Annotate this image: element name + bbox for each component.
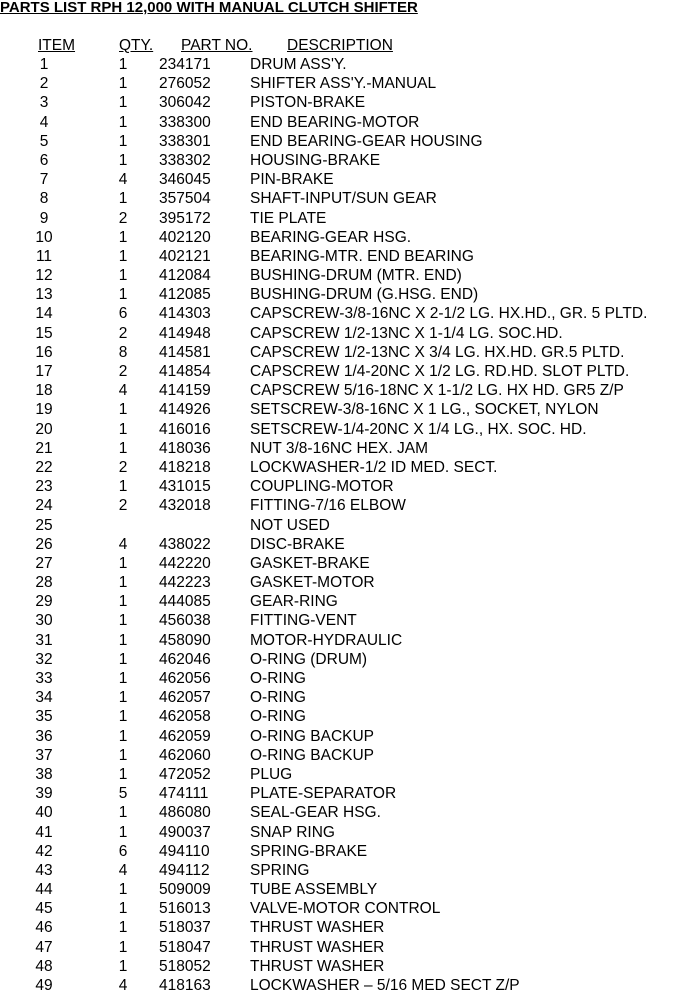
- cell-item: 20: [35, 420, 53, 438]
- cell-item: 34: [35, 689, 53, 707]
- cell-item: 6: [39, 151, 49, 169]
- cell-item: 7: [39, 171, 49, 189]
- cell-part-no: 518037: [159, 919, 211, 937]
- cell-description: END BEARING-MOTOR: [250, 113, 420, 131]
- cell-description: PLUG: [250, 765, 293, 783]
- cell-description: BUSHING-DRUM (G.HSG. END): [250, 286, 479, 304]
- cell-item: 47: [35, 938, 53, 956]
- cell-item: 29: [35, 593, 53, 611]
- cell-part-no: 458090: [159, 631, 211, 649]
- table-row: [0, 957, 678, 976]
- cell-description: CAPSCREW 1/2-13NC X 3/4 LG. HX.HD. GR.5 PLTD.: [250, 343, 625, 361]
- cell-part-no: 518047: [159, 938, 211, 956]
- cell-item: 43: [35, 861, 53, 879]
- cell-item: 36: [35, 727, 53, 745]
- table-row: [0, 823, 678, 842]
- cell-part-no: 490037: [159, 823, 211, 841]
- cell-qty: 6: [118, 305, 128, 323]
- table-row: [0, 880, 678, 899]
- table-row: [0, 132, 678, 151]
- cell-qty: 1: [118, 478, 128, 496]
- cell-description: LOCKWASHER – 5/16 MED SECT Z/P: [250, 977, 520, 994]
- cell-qty: 1: [118, 765, 128, 783]
- parts-table-body: [0, 55, 678, 995]
- table-row: [0, 209, 678, 228]
- cell-qty: 1: [118, 823, 128, 841]
- cell-part-no: 438022: [159, 535, 211, 553]
- table-row: [0, 784, 678, 803]
- cell-description: O-RING: [250, 689, 306, 707]
- cell-item: 40: [35, 804, 53, 822]
- cell-part-no: 462057: [159, 689, 211, 707]
- cell-description: O-RING BACKUP: [250, 727, 375, 745]
- cell-qty: 1: [118, 650, 128, 668]
- cell-item: 21: [35, 439, 53, 457]
- cell-item: 4: [39, 113, 49, 131]
- cell-description: O-RING (DRUM): [250, 650, 368, 668]
- cell-item: 49: [35, 977, 53, 994]
- table-row: [0, 976, 678, 995]
- cell-item: 18: [35, 382, 53, 400]
- cell-item: 24: [35, 497, 53, 515]
- cell-item: 38: [35, 765, 53, 783]
- cell-description: CAPSCREW 1/4-20NC X 1/2 LG. RD.HD. SLOT PLTD.: [250, 363, 630, 380]
- cell-qty: 1: [118, 957, 128, 975]
- cell-description: HOUSING-BRAKE: [250, 151, 381, 169]
- cell-item: 10: [35, 228, 53, 246]
- cell-item: 14: [35, 305, 53, 323]
- cell-description: FITTING-7/16 ELBOW: [250, 497, 406, 515]
- table-row: [0, 151, 678, 170]
- table-row: [0, 938, 678, 957]
- cell-description: COUPLING-MOTOR: [250, 478, 394, 496]
- cell-item: 5: [39, 132, 49, 150]
- cell-part-no: 418036: [159, 439, 211, 457]
- cell-part-no: 462056: [159, 670, 211, 687]
- cell-qty: 4: [118, 535, 128, 553]
- cell-qty: 1: [118, 190, 128, 208]
- cell-qty: 4: [118, 171, 128, 189]
- cell-part-no: 444085: [159, 593, 211, 611]
- cell-description: SETSCREW-3/8-16NC X 1 LG., SOCKET, NYLON: [250, 401, 599, 419]
- cell-qty: 1: [118, 900, 128, 918]
- cell-description: O-RING BACKUP: [250, 746, 375, 764]
- cell-item: 15: [35, 324, 53, 342]
- cell-qty: 1: [118, 554, 128, 572]
- cell-part-no: 518052: [159, 957, 211, 975]
- cell-qty: 4: [118, 977, 128, 994]
- cell-item: 8: [39, 190, 49, 208]
- table-row: [0, 842, 678, 861]
- cell-description: SHAFT-INPUT/SUN GEAR: [250, 190, 437, 208]
- cell-part-no: 338301: [159, 132, 211, 150]
- cell-item: 11: [35, 247, 53, 265]
- cell-part-no: 412085: [159, 286, 211, 304]
- table-row: [0, 535, 678, 554]
- cell-description: CAPSCREW-3/8-16NC X 2-1/2 LG. HX.HD., GR. 5 PLTD.: [250, 305, 648, 323]
- column-header-item: ITEM: [38, 37, 76, 54]
- cell-part-no: 414581: [159, 343, 211, 361]
- cell-qty: 1: [118, 75, 128, 93]
- cell-qty: 1: [118, 247, 128, 265]
- cell-qty: 1: [118, 132, 128, 150]
- cell-description: BEARING-MTR. END BEARING: [250, 247, 474, 265]
- cell-part-no: 474111: [159, 785, 209, 803]
- cell-qty: 2: [118, 497, 128, 515]
- cell-qty: 1: [118, 708, 128, 726]
- table-row: [0, 765, 678, 784]
- cell-description: THRUST WASHER: [250, 957, 385, 975]
- cell-description: NOT USED: [250, 516, 330, 534]
- table-row: [0, 458, 678, 477]
- cell-description: BUSHING-DRUM (MTR. END): [250, 267, 462, 285]
- table-row: [0, 899, 678, 918]
- cell-description: TUBE ASSEMBLY: [250, 881, 378, 899]
- cell-part-no: 306042: [159, 94, 211, 112]
- cell-part-no: 442223: [159, 574, 211, 592]
- cell-item: 31: [35, 631, 53, 649]
- cell-description: GASKET-MOTOR: [250, 574, 375, 592]
- cell-description: FITTING-VENT: [250, 612, 357, 630]
- table-row: [0, 170, 678, 189]
- table-row: [0, 439, 678, 458]
- table-row: [0, 304, 678, 323]
- cell-description: GEAR-RING: [250, 593, 338, 611]
- cell-qty: 1: [118, 727, 128, 745]
- cell-item: 42: [35, 842, 53, 860]
- cell-description: PIN-BRAKE: [250, 171, 334, 189]
- table-row: [0, 669, 678, 688]
- cell-part-no: 456038: [159, 612, 211, 630]
- table-row: [0, 592, 678, 611]
- cell-qty: 2: [118, 458, 128, 476]
- cell-qty: 1: [118, 670, 128, 687]
- column-header-part-no: PART NO.: [181, 37, 253, 54]
- cell-description: SHIFTER ASS'Y.-MANUAL: [250, 75, 437, 93]
- cell-item: 35: [35, 708, 53, 726]
- cell-part-no: 357504: [159, 190, 211, 208]
- cell-qty: 1: [118, 631, 128, 649]
- table-header: [0, 36, 678, 55]
- column-header-description: DESCRIPTION: [287, 37, 393, 54]
- cell-item: 39: [35, 785, 53, 803]
- table-row: [0, 324, 678, 343]
- cell-qty: 1: [118, 228, 128, 246]
- table-row: [0, 861, 678, 880]
- cell-description: LOCKWASHER-1/2 ID MED. SECT.: [250, 458, 498, 476]
- cell-description: O-RING: [250, 708, 306, 726]
- table-row: [0, 74, 678, 93]
- cell-description: GASKET-BRAKE: [250, 554, 370, 572]
- cell-description: END BEARING-GEAR HOUSING: [250, 132, 483, 150]
- cell-description: PLATE-SEPARATOR: [250, 785, 397, 803]
- cell-description: DISC-BRAKE: [250, 535, 345, 553]
- table-row: [0, 420, 678, 439]
- cell-qty: 1: [118, 94, 128, 112]
- cell-description: THRUST WASHER: [250, 938, 385, 956]
- cell-item: 48: [35, 957, 53, 975]
- cell-part-no: 414948: [159, 324, 211, 342]
- table-row: [0, 266, 678, 285]
- cell-description: MOTOR-HYDRAULIC: [250, 631, 403, 649]
- cell-item: 22: [35, 458, 53, 476]
- table-row: [0, 189, 678, 208]
- cell-qty: 1: [118, 881, 128, 899]
- cell-description: CAPSCREW 5/16-18NC X 1-1/2 LG. HX HD. GR5 Z/P: [250, 382, 624, 400]
- cell-qty: 8: [118, 343, 128, 361]
- cell-part-no: 402120: [159, 228, 211, 246]
- cell-description: SETSCREW-1/4-20NC X 1/4 LG., HX. SOC. HD.: [250, 420, 587, 438]
- cell-part-no: 412084: [159, 267, 211, 285]
- table-row: [0, 611, 678, 630]
- cell-item: 1: [39, 56, 49, 73]
- cell-item: 41: [35, 823, 53, 841]
- table-row: [0, 362, 678, 381]
- cell-description: THRUST WASHER: [250, 919, 385, 937]
- cell-item: 12: [35, 267, 53, 285]
- cell-qty: 6: [118, 842, 128, 860]
- cell-item: 25: [35, 516, 53, 534]
- cell-qty: 1: [118, 689, 128, 707]
- cell-qty: 4: [118, 861, 128, 879]
- cell-item: 9: [39, 209, 49, 227]
- cell-qty: 4: [118, 382, 128, 400]
- cell-qty: 1: [118, 612, 128, 630]
- cell-description: PISTON-BRAKE: [250, 94, 366, 112]
- cell-part-no: 486080: [159, 804, 211, 822]
- cell-item: 17: [35, 363, 53, 380]
- cell-description: TIE PLATE: [250, 209, 327, 227]
- cell-qty: 1: [118, 574, 128, 592]
- cell-description: DRUM ASS'Y.: [250, 56, 347, 73]
- table-row: [0, 746, 678, 765]
- cell-part-no: 494110: [159, 842, 210, 860]
- cell-description: CAPSCREW 1/2-13NC X 1-1/4 LG. SOC.HD.: [250, 324, 563, 342]
- cell-part-no: 418218: [159, 458, 211, 476]
- cell-part-no: 338302: [159, 151, 211, 169]
- cell-item: 44: [35, 881, 53, 899]
- column-header-qty: QTY.: [119, 37, 154, 54]
- cell-item: 33: [35, 670, 53, 687]
- table-row: [0, 803, 678, 822]
- cell-part-no: 395172: [159, 209, 211, 227]
- cell-qty: 1: [118, 420, 128, 438]
- cell-item: 13: [35, 286, 53, 304]
- cell-qty: 5: [118, 785, 128, 803]
- table-row: [0, 631, 678, 650]
- cell-part-no: 234171: [159, 56, 211, 73]
- cell-part-no: 442220: [159, 554, 211, 572]
- cell-part-no: 338300: [159, 113, 211, 131]
- cell-part-no: 414854: [159, 363, 211, 380]
- cell-part-no: 431015: [159, 478, 211, 496]
- cell-description: SEAL-GEAR HSG.: [250, 804, 381, 822]
- cell-qty: 1: [118, 151, 128, 169]
- cell-qty: 1: [118, 286, 128, 304]
- table-row: [0, 113, 678, 132]
- cell-part-no: 472052: [159, 765, 211, 783]
- cell-description: O-RING: [250, 670, 306, 687]
- table-row: [0, 918, 678, 937]
- cell-description: BEARING-GEAR HSG.: [250, 228, 412, 246]
- cell-part-no: 414303: [159, 305, 211, 323]
- cell-part-no: 414159: [159, 382, 211, 400]
- table-row: [0, 247, 678, 266]
- cell-item: 16: [35, 343, 53, 361]
- cell-qty: 1: [118, 56, 128, 73]
- cell-part-no: 509009: [159, 881, 211, 899]
- cell-part-no: 416016: [159, 420, 211, 438]
- cell-part-no: 462058: [159, 708, 211, 726]
- cell-item: 30: [35, 612, 53, 630]
- cell-qty: 1: [118, 804, 128, 822]
- cell-item: 3: [39, 94, 49, 112]
- table-row: [0, 228, 678, 247]
- cell-item: 28: [35, 574, 53, 592]
- table-row: [0, 727, 678, 746]
- cell-part-no: 462060: [159, 746, 211, 764]
- cell-item: 27: [35, 554, 53, 572]
- cell-item: 46: [35, 919, 53, 937]
- table-row: [0, 707, 678, 726]
- cell-part-no: 418163: [159, 977, 211, 994]
- cell-item: 2: [39, 75, 49, 93]
- cell-qty: 1: [118, 113, 128, 131]
- cell-qty: 1: [118, 938, 128, 956]
- table-row: [0, 650, 678, 669]
- cell-qty: 1: [118, 746, 128, 764]
- table-row: [0, 573, 678, 592]
- cell-qty: 1: [118, 593, 128, 611]
- cell-qty: 1: [118, 919, 128, 937]
- cell-item: 45: [35, 900, 53, 918]
- cell-description: SNAP RING: [250, 823, 335, 841]
- cell-qty: 1: [118, 267, 128, 285]
- table-row: [0, 496, 678, 515]
- cell-part-no: 432018: [159, 497, 211, 515]
- cell-part-no: 276052: [159, 75, 211, 93]
- cell-part-no: 346045: [159, 171, 211, 189]
- cell-item: 23: [35, 478, 53, 496]
- cell-item: 37: [35, 746, 53, 764]
- cell-part-no: 462046: [159, 650, 211, 668]
- table-row: [0, 477, 678, 496]
- table-row: [0, 400, 678, 419]
- table-row: [0, 55, 678, 74]
- cell-part-no: 494112: [159, 861, 210, 879]
- cell-item: 26: [35, 535, 53, 553]
- table-row: [0, 343, 678, 362]
- cell-item: 19: [35, 401, 53, 419]
- page-title: PARTS LIST RPH 12,000 WITH MANUAL CLUTCH SHIFTER: [0, 0, 418, 16]
- cell-part-no: 516013: [159, 900, 211, 918]
- table-row: [0, 554, 678, 573]
- cell-qty: 1: [118, 439, 128, 457]
- cell-description: SPRING-BRAKE: [250, 842, 368, 860]
- cell-part-no: 414926: [159, 401, 211, 419]
- cell-description: SPRING: [250, 861, 310, 879]
- cell-qty: 2: [118, 324, 128, 342]
- table-row: [0, 93, 678, 112]
- cell-description: VALVE-MOTOR CONTROL: [250, 900, 441, 918]
- table-row: [0, 285, 678, 304]
- cell-description: NUT 3/8-16NC HEX. JAM: [250, 439, 429, 457]
- cell-qty: 2: [118, 209, 128, 227]
- cell-qty: 1: [118, 401, 128, 419]
- cell-qty: 2: [118, 363, 128, 380]
- table-row: [0, 516, 678, 535]
- table-row: [0, 381, 678, 400]
- table-row: [0, 688, 678, 707]
- cell-item: 32: [35, 650, 53, 668]
- cell-part-no: 402121: [159, 247, 211, 265]
- cell-part-no: 462059: [159, 727, 211, 745]
